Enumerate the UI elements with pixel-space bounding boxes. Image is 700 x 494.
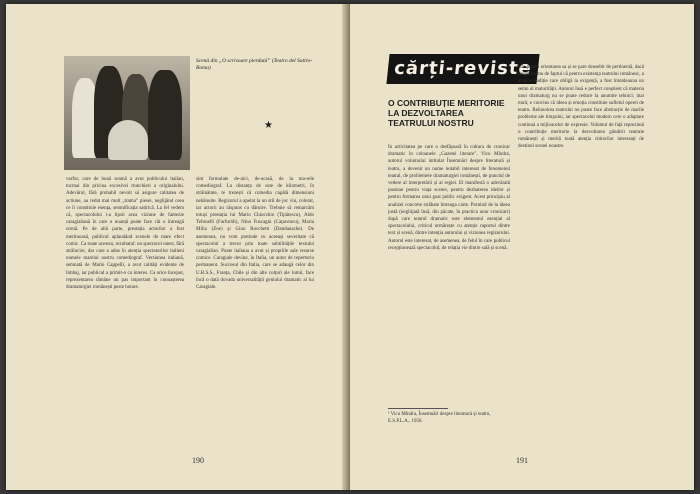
left-page-column-1: varfor, care de bună seamă a avut publicului italian, tocmai din pricina excesivei trunchieri a originalului. Adevărul, fără probabil nevoit să asigure calitatea de actiune, au redat mai mult „trama” piesei, neglijând ceea ce îi constituie esența, semnificația satirică. La fel vedem că, spectacolului i-a lipsit acea viziune de fantezie caragialiană în care o nuanță poate face cât o întreagă scenă. Pe de altă parte, prestația actorilor a fost merituoasă, publicul aplaudând scenele de mare efect comic. Ca toate acestea, rezultatul: un spectacol onest, fără strălucire, dar care a adus în atenția spectatorilor italieni numele marelui nostru comediograf. Versiunea italiană, semnată de Mario Cappelli, a avut calități evidente de limbaj, iar publicul a primit-o cu interes. Ca orice început, reprezentarea rămâne un pas important în cunoașterea dramaturgiei românești peste hotare.	[66, 177, 184, 291]
left-page-column-2: sint formulate de-aici, de-acasă, de la ma-rele comediograf. La distanța de sute de kilometri, în străinătate, te trezești că comedia capătă dimensiuni nebănuite. Regizorul a apelat la un stil de joc viu, colorat, iar actorii au răspuns cu dăruire. Trebuie să remarcăm totuși prestația lui Mario Chiocchio (Tipătescu), Aldo Tefonelli (Farfuridi), Nino Fuscagni (Cațavencu), Maria Milia (Zoe) și Gino Rocchetti (Dandanache). De asemenea, nu vom pretinde cu aceeași severitate că spectacolul a trecut prin toate subtilitățile textului caragialian. Poate italiana a avut și propriile sale resurse comice. Caragiale devine, în Italia, un autor de repertoriu permanent. Succesul din Italia, care se adaugă celor din U.R.S.S., Franța, Chile și din alte colțuri ale lumii, face încă o dată dovada universalității geniului dramatic al lui Caragiale.	[196, 177, 314, 291]
article-headline: O CONTRIBUȚIE MERITORIE LA DEZVOLTAREA TEATRULUI NOSTRU	[388, 98, 505, 128]
stage-photo	[64, 56, 190, 170]
left-page	[6, 4, 346, 490]
right-page-column-2: tale pentru orientarea sa și se pare deosebit de pertinentă, dacă ținem seama de faptul că pentru existența teatrului românesc, a avea o tradiție care obligă la exigență, a fost întotdeauna un semn al maturității. Autorul însă e perfect conștient că materia unui dramaturg nu se poate reduce la anumite tehnici; mai mult, e convins că ideea și emoția constituie sufletul operei de teatru. Reînnoirea teatrului nu poate face abstracție de marile probleme ale timpului, iar spectacolul modern cere o adaptare continuă a mijloacelor de expresie. Volumul de față reprezintă o contribuție meritorie la dezvoltarea gândirii teatrale românești și merită toată atenția cititorilor interesați de destinul scenei noastre.	[518, 65, 644, 150]
star-separator-icon: ★	[264, 120, 273, 131]
footnote: ¹ Vicu Mîndra, Însemnări despre literatură și teatru, E.S.P.L.A., 1958.	[388, 412, 491, 424]
footnote-rule	[388, 408, 448, 409]
right-page	[350, 4, 694, 490]
right-page-column-1: În activitatea pe care o desfășoară în cultura de cronicar dramatic în coloanele „Gazetei literare”, Vicu Mîndra, autorul volumului intitulat Însemnări despre literatură și teatru, a devenit un nume notabil interesat de fenomenul teatral, de problemele dramaturgiei românești, de punctul de vedere al interpretării și al regiei. El manifestă o adevărată pasiune pentru viața scenei, pentru dezbaterea ideilor și pentru formarea unui gust public exigent. Acest principiu al analizei concrete străbate întreaga carte. Pornind de la ideea justă (negliijată însă, din păcate, în practica unor cronicari) după care teatrul dramatic este elementul esențial al spectacolului, criticul urmărește cu atenție raportul dintre text și scenă, dintre intenția autorului și viziunea regizorului. Autorul este interesat, de asemenea, de felul în care publicul recepționează spectacolul, de relația vie dintre sală și scenă.	[388, 145, 510, 251]
open-book-spread	[6, 4, 694, 490]
photo-caption: Scenă din „O scrisoare pierdută” (Teatro del Satiro-Roma)	[196, 58, 313, 71]
section-banner: cărți-reviste	[386, 54, 539, 84]
page-number-left: 190	[192, 456, 204, 465]
page-number-right: 191	[516, 456, 528, 465]
